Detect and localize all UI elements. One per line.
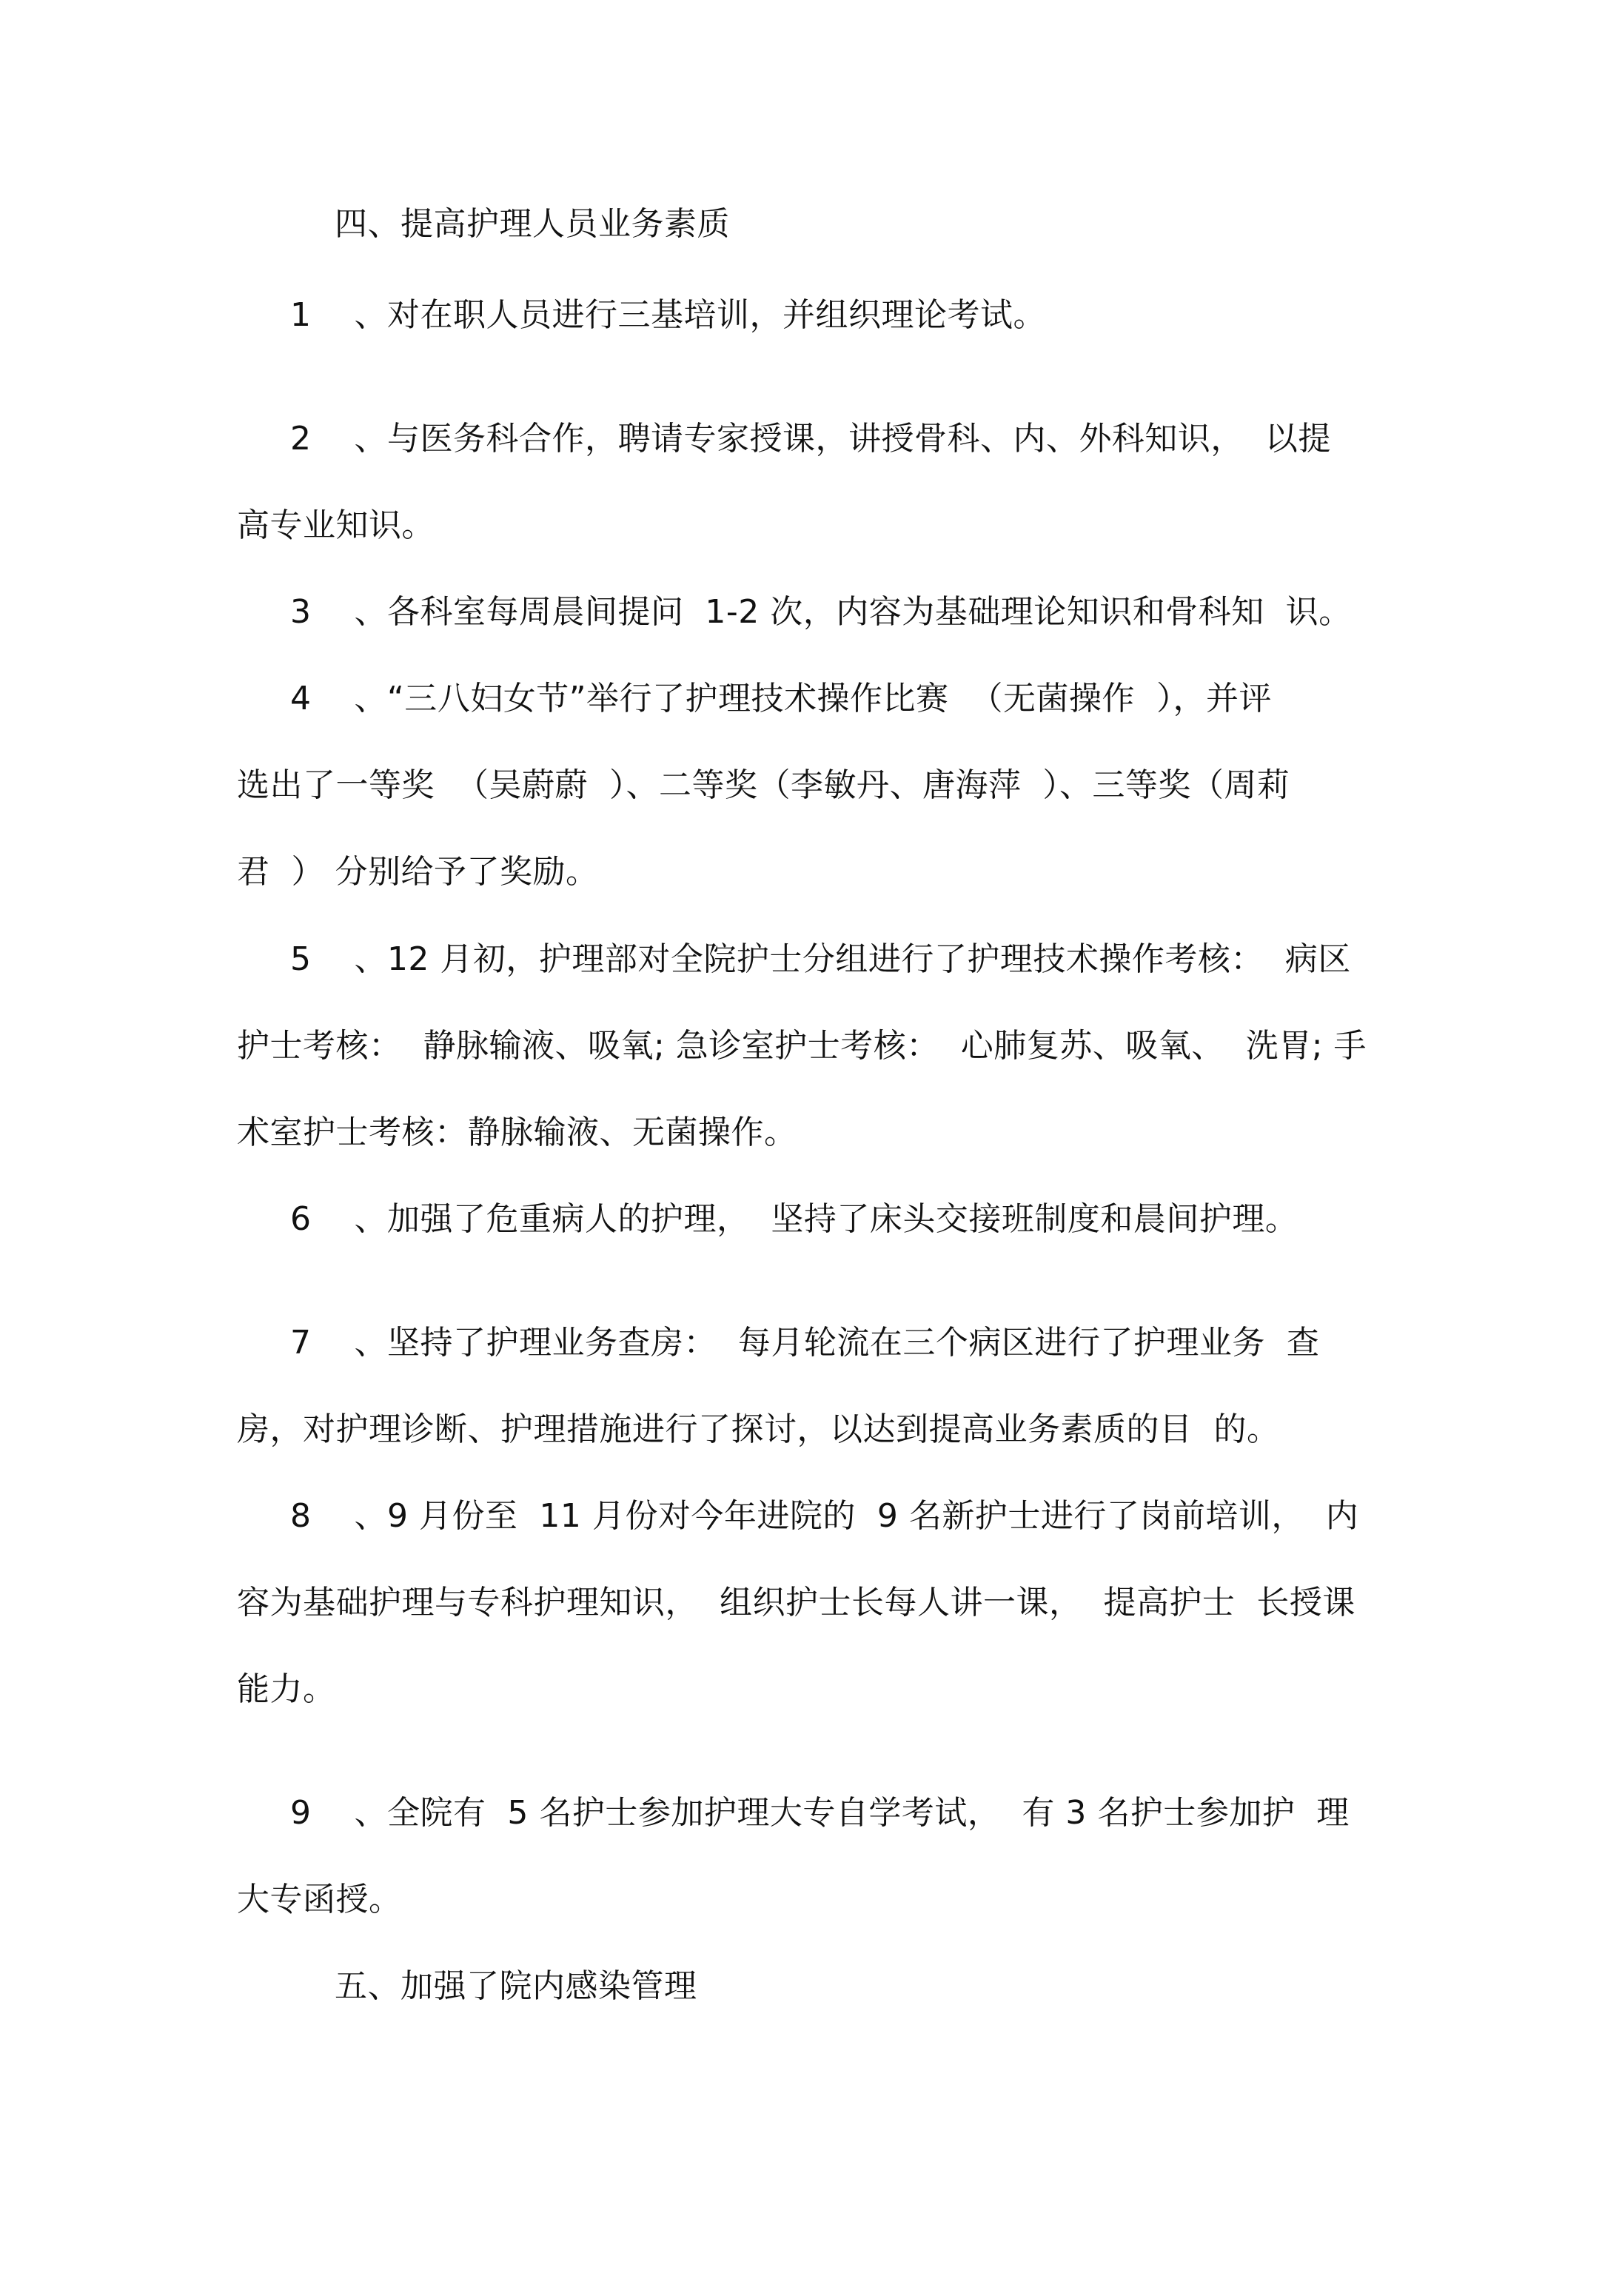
item-1-line-1: 1 、对在职人员进行三基培训，并组织理论考试。 <box>290 296 1046 334</box>
item-9-line-1: 9 、全院有 5 名护士参加护理大专自学考试， 有 3 名护士参加护 理 <box>290 1794 1350 1832</box>
item-8-line-1: 8 、9 月份至 11 月份对今年进院的 9 名新护士进行了岗前培训， 内 <box>290 1497 1359 1535</box>
section-heading-5: 五、加强了院内感染管理 <box>335 1967 697 2005</box>
item-2-line-2: 高专业知识。 <box>237 506 435 544</box>
section-heading-4: 四、提高护理人员业务素质 <box>335 205 730 243</box>
item-4-line-3: 君 ） 分别给予了奖励。 <box>237 853 599 891</box>
item-7-line-2: 房，对护理诊断、护理措施进行了探讨，以达到提高业务素质的目 的。 <box>237 1410 1280 1448</box>
item-6-line-1: 6 、加强了危重病人的护理， 坚持了床头交接班制度和晨间护理。 <box>290 1200 1298 1238</box>
item-5-line-3: 术室护士考核：静脉输液、无菌操作。 <box>237 1114 797 1151</box>
item-9-line-2: 大专函授。 <box>237 1881 402 1918</box>
item-5-line-2: 护士考核： 静脉输液、吸氧; 急诊室护士考核： 心肺复苏、吸氧、 洗胃; 手 <box>237 1027 1367 1065</box>
item-3-line-1: 3 、各科室每周晨间提问 1-2 次，内容为基础理论知识和骨科知 识。 <box>290 593 1352 631</box>
item-8-line-3: 能力。 <box>237 1670 336 1708</box>
item-4-line-2: 选出了一等奖 （吴蔚蔚 ）、二等奖（李敏丹、唐海萍 ）、三等奖（周莉 <box>237 766 1290 804</box>
item-2-line-1: 2 、与医务科合作，聘请专家授课，讲授骨科、内、外科知识， 以提 <box>290 420 1331 458</box>
item-8-line-2: 容为基础护理与专科护理知识， 组织护士长每人讲一课， 提高护士 长授课 <box>237 1584 1355 1621</box>
item-5-line-1: 5 、12 月初，护理部对全院护士分组进行了护理技术操作考核： 病区 <box>290 940 1351 978</box>
item-7-line-1: 7 、坚持了护理业务查房： 每月轮流在三个病区进行了护理业务 查 <box>290 1324 1320 1362</box>
item-4-line-1: 4 、“三八妇女节”举行了护理技术操作比赛 （无菌操作 ），并评 <box>290 680 1272 717</box>
